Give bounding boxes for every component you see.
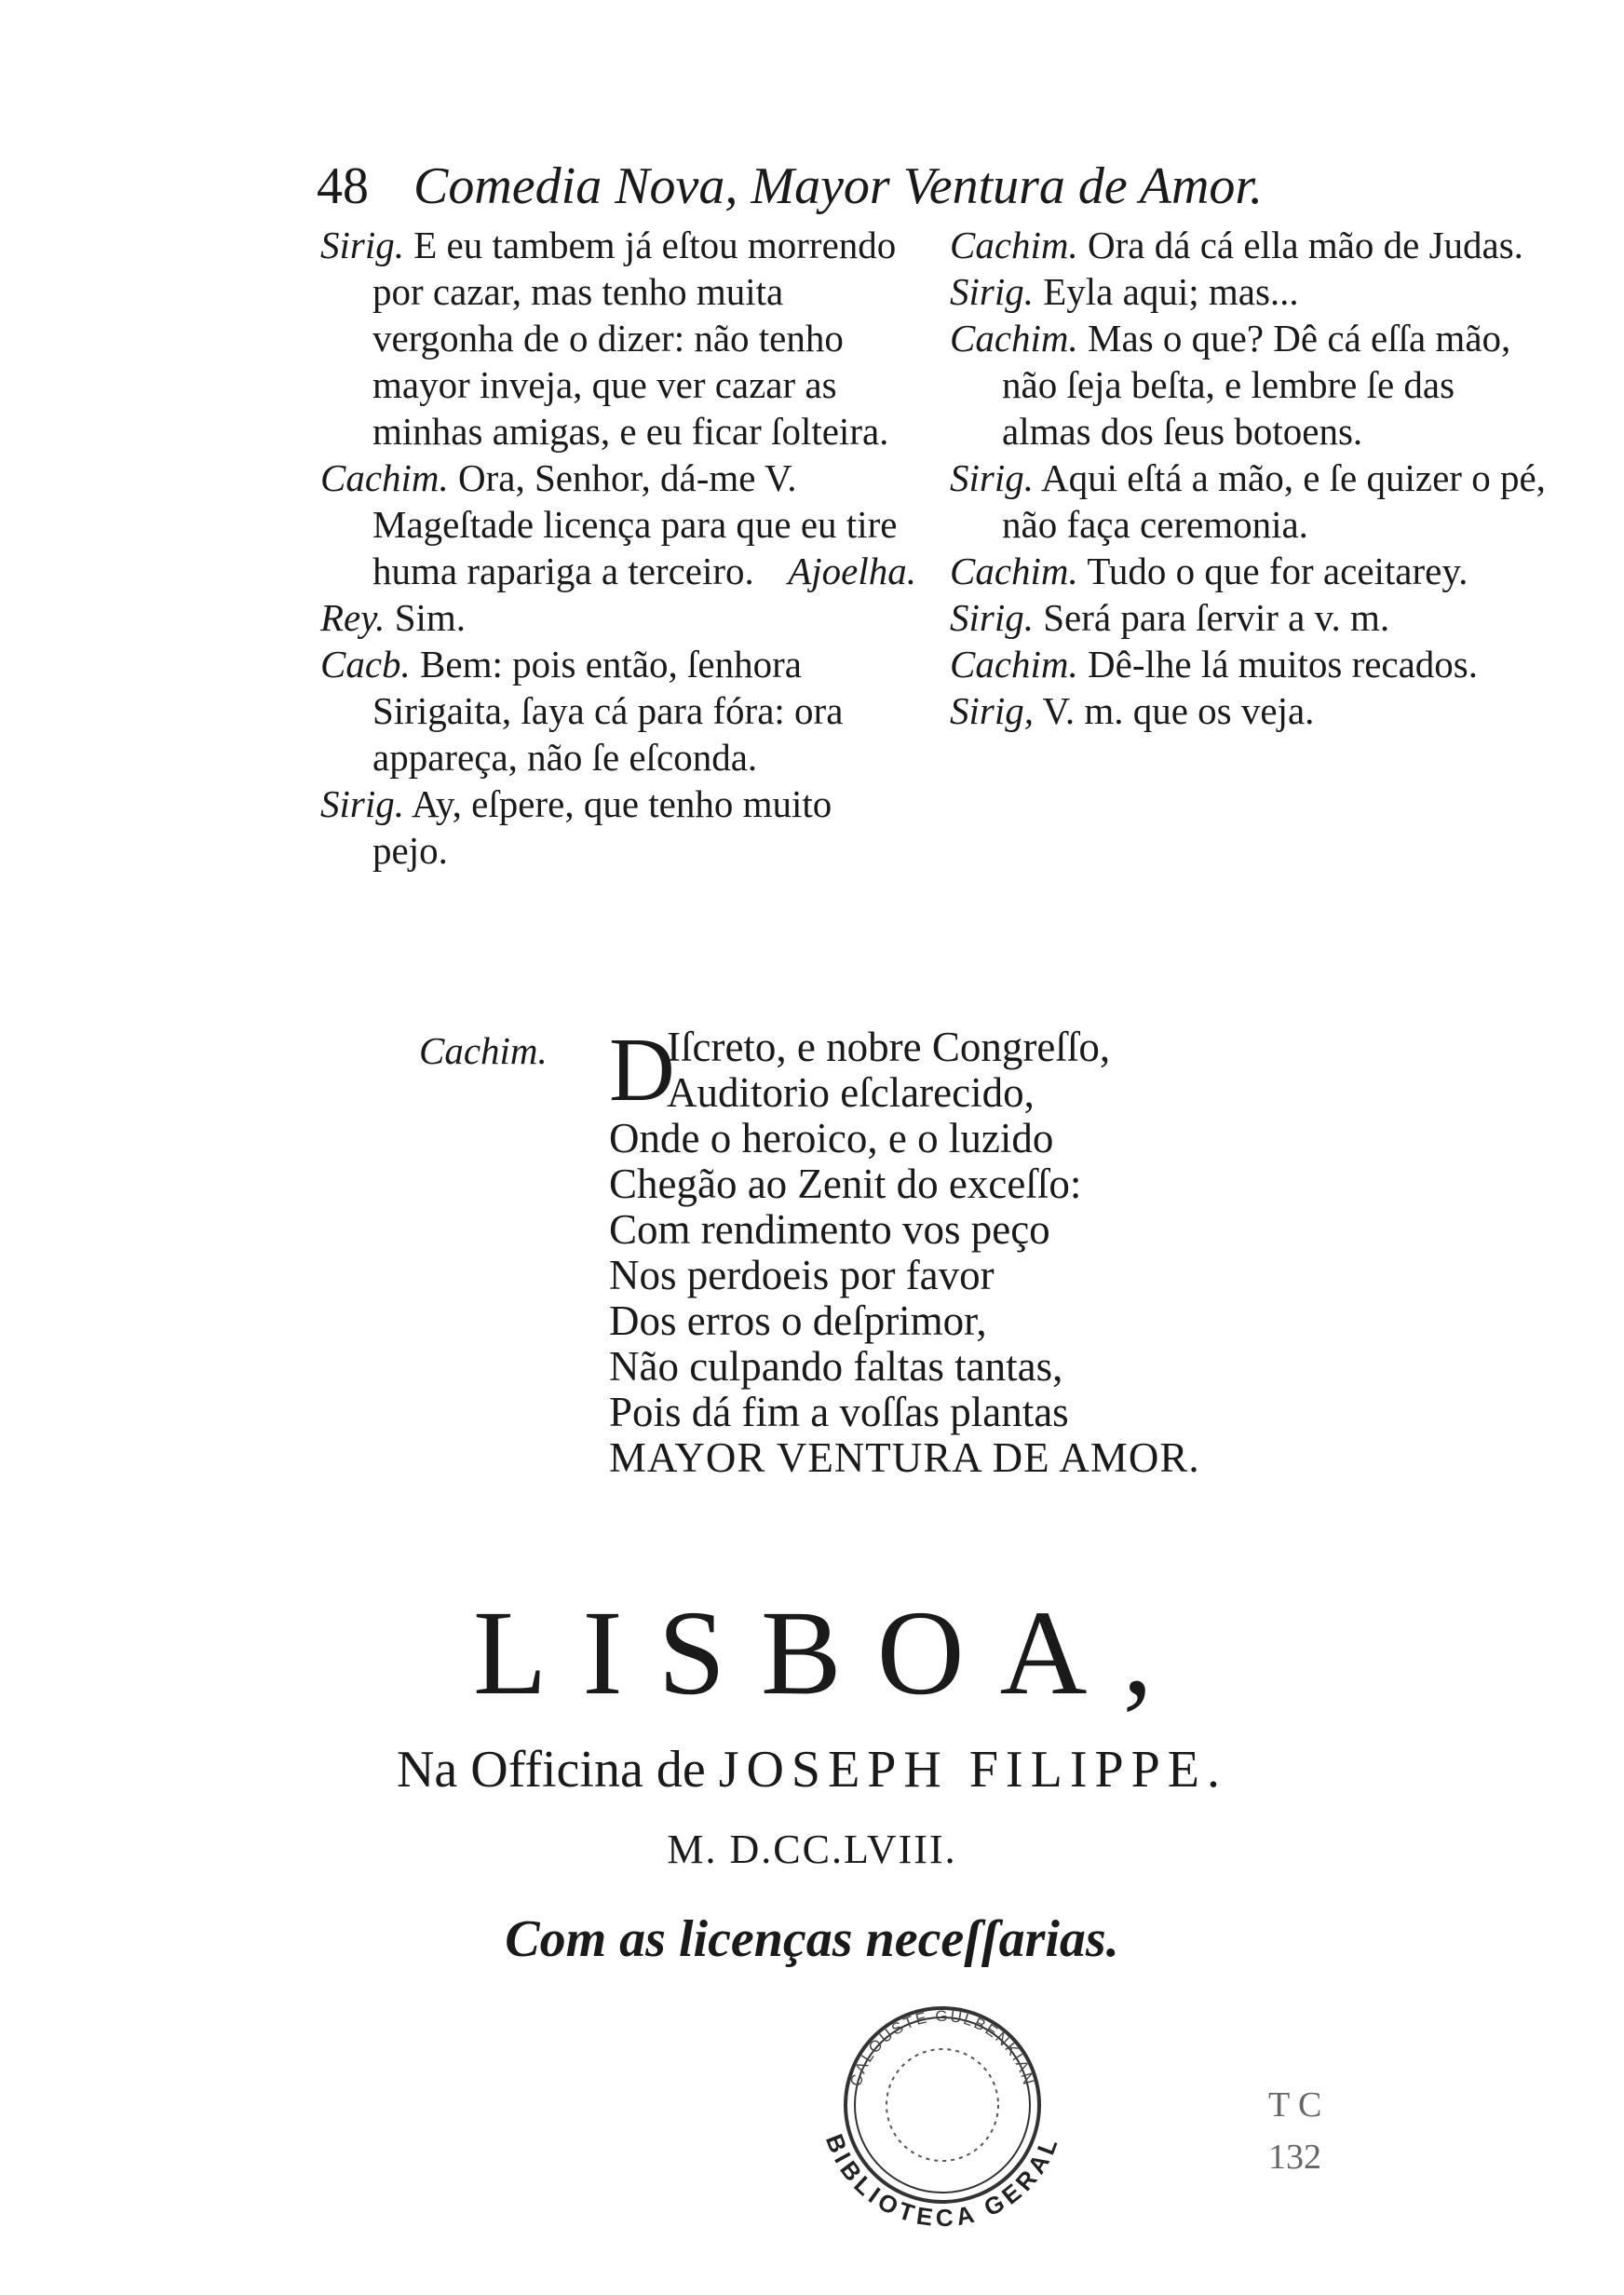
speech bbox=[950, 222, 1546, 268]
speech bbox=[950, 641, 1546, 687]
shelfmark-line: T C bbox=[1268, 2085, 1322, 2125]
right-column bbox=[950, 222, 1546, 734]
speaker-name: Sirig, bbox=[950, 689, 1034, 732]
running-title: Comedia Nova, Mayor Ventura de Amor. bbox=[413, 157, 1263, 215]
speaker-name: Cachim. bbox=[950, 317, 1078, 360]
shelfmark bbox=[1268, 2079, 1321, 2183]
speech bbox=[950, 455, 1546, 548]
verse-line: Dos erros o deſprimor, bbox=[609, 1297, 987, 1344]
page-number: 48 bbox=[317, 157, 369, 215]
speech bbox=[950, 548, 1546, 594]
running-header bbox=[317, 156, 1434, 216]
speech-text: Bem: pois então, ſenhora Sirigaita, ſaya cá para fóra: ora appareça, não ſe eſconda. bbox=[372, 643, 844, 779]
speaker-name: Sirig. bbox=[320, 782, 404, 825]
speaker-name: Cacb. bbox=[320, 643, 411, 686]
speech-text: Ay, eſpere, que tenho muito pejo. bbox=[372, 782, 832, 872]
speaker-name: Cachim. bbox=[950, 643, 1078, 686]
speech bbox=[950, 268, 1546, 315]
imprint-year: M. D.CC.LVIII. bbox=[667, 1826, 957, 1872]
speech-text: E eu tambem já eſtou morrendo por cazar, mas tenho muita vergonha de o dizer: não tenho mayor inveja, que ver cazar as minhas amigas, e eu ficar ſolteira. bbox=[372, 224, 897, 453]
verse-line: Nos perdoeis por favor bbox=[609, 1252, 995, 1298]
speaker-name: Cachim. bbox=[320, 456, 449, 499]
verse-line: Não culpando faltas tantas, bbox=[609, 1343, 1063, 1390]
stamp-outer-text: BIBLIOTECA GERAL bbox=[819, 2130, 1065, 2233]
stage-direction: Ajoelha. bbox=[788, 550, 916, 592]
svg-text:CALOUSTE GULBENKIAN bbox=[846, 2007, 1037, 2088]
speech-text: Ora, Senhor, dá-me V. Mageſtade licença para que eu tire huma rapariga a terceiro. bbox=[372, 456, 898, 592]
drop-cap: D bbox=[609, 1020, 675, 1120]
left-column bbox=[320, 222, 916, 874]
verse-line: MAYOR VENTURA DE AMOR. bbox=[609, 1434, 1200, 1481]
speaker-name: Rey. bbox=[320, 596, 386, 639]
imprint-city: LISBOA, bbox=[473, 1586, 1188, 1720]
speaker-name: Sirig. bbox=[320, 224, 404, 266]
speaker-name: Sirig. bbox=[950, 596, 1034, 639]
speech bbox=[950, 594, 1546, 641]
speaker-name: Sirig. bbox=[950, 456, 1034, 499]
speech-text: V. m. que os veja. bbox=[1042, 689, 1315, 732]
speech-text: Tudo o que for aceitarey. bbox=[1087, 550, 1468, 592]
speech bbox=[320, 222, 916, 455]
verse-lines bbox=[609, 1020, 1447, 1481]
speech-text: Eyla aqui; mas... bbox=[1043, 270, 1299, 313]
speech-text: Será para ſervir a v. m. bbox=[1043, 596, 1390, 639]
speech-text: Dê-lhe lá muitos recados. bbox=[1088, 643, 1479, 686]
speech-text: Mas o que? Dê cá eſſa mão, não ſeja beſta, e lembre ſe das almas dos ſeus botoens. bbox=[1002, 317, 1511, 453]
shelfmark-line: 132 bbox=[1268, 2138, 1321, 2177]
verse-line: Pois dá fim a voſſas plantas bbox=[609, 1389, 1069, 1435]
speaker-name: Cachim. bbox=[950, 550, 1078, 592]
speech-text: Ora dá cá ella mão de Judas. bbox=[1088, 224, 1523, 266]
svg-text:BIBLIOTECA GERAL bbox=[820, 2130, 1064, 2232]
verse-line: Onde o heroico, e o luzido bbox=[609, 1115, 1054, 1161]
speech-text: Aqui eſtá a mão, e ſe quizer o pé, não faça ceremonia. bbox=[1002, 456, 1546, 546]
printer-name: JOSEPH FILIPPE. bbox=[718, 1741, 1228, 1799]
stamp-inner-text: CALOUSTE GULBENKIAN bbox=[846, 2007, 1038, 2089]
speech bbox=[950, 687, 1546, 734]
verse-line: Auditorio eſclarecido, bbox=[667, 1069, 1035, 1116]
speech bbox=[320, 781, 916, 874]
speech bbox=[320, 455, 916, 594]
speaker-name: Sirig. bbox=[950, 270, 1034, 313]
speaker-name: Cachim. bbox=[419, 1029, 548, 1072]
speaker-name: Cachim. bbox=[950, 224, 1078, 266]
verse-line: Iſcreto, e nobre Congreſſo, bbox=[667, 1024, 1111, 1070]
speech bbox=[320, 641, 916, 781]
library-stamp-icon bbox=[803, 1965, 1082, 2245]
verse-line: Com rendimento vos peço bbox=[609, 1206, 1050, 1253]
speech bbox=[950, 315, 1546, 455]
imprint-licence: Com as licenças neceſſarias. bbox=[505, 1910, 1119, 1968]
speech-text: Sim. bbox=[394, 596, 467, 639]
speech bbox=[320, 594, 916, 641]
imprint-printer bbox=[0, 1740, 1624, 1799]
printer-prefix: Na Officina de bbox=[396, 1741, 706, 1799]
verse-line: Chegão ao Zenit do exceſſo: bbox=[609, 1161, 1082, 1207]
